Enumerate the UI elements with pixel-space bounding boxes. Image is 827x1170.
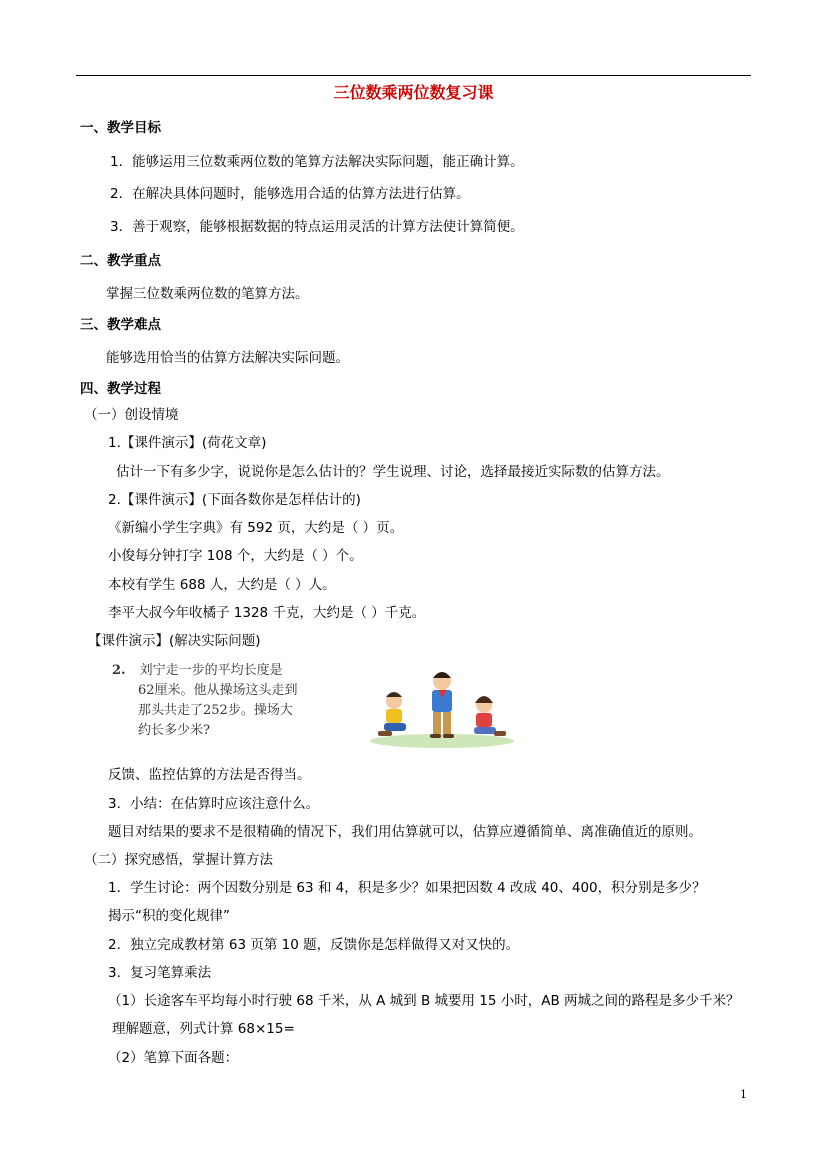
paragraph: 揭示“积的变化规律”	[108, 908, 230, 924]
difficulty-text: 能够选用恰当的估算方法解决实际问题。	[106, 350, 349, 366]
paragraph: （1）长途客车平均每小时行驶 68 千米，从 A 城到 B 城要用 15 小时，AB 两城之间的路程是多少千米？	[108, 993, 740, 1009]
paragraph: 小俊每分钟打字 108 个，大约是（ ）个。	[108, 548, 363, 564]
section-heading-process: 四、教学过程	[80, 381, 161, 397]
section-heading-goals: 一、教学目标	[80, 120, 161, 136]
paragraph: 理解题意，列式计算 68×15=	[112, 1021, 295, 1037]
paragraph: （2）笔算下面各题：	[108, 1050, 239, 1066]
textbook-problem-figure	[112, 661, 519, 749]
key-point-text: 掌握三位数乘两位数的笔算方法。	[106, 286, 309, 302]
paragraph: 【课件演示】(解决实际问题)	[88, 633, 261, 649]
children-illustration	[362, 661, 519, 749]
problem-line: 62厘米。他从操场这头走到	[138, 683, 298, 698]
problem-line: 约长多少米?	[138, 723, 210, 738]
problem-text	[112, 661, 362, 749]
paragraph: 本校有学生 688 人，大约是（ ）人。	[108, 577, 336, 593]
section-heading-key: 二、教学重点	[80, 253, 161, 269]
page-title: 三位数乘两位数复习课	[333, 83, 494, 102]
paragraph: 3．复习笔算乘法	[108, 965, 212, 981]
paragraph: 1．学生讨论：两个因数分别是 63 和 4，积是多少？如果把因数 4 改成 40、400，积分别是多少？	[108, 880, 706, 896]
paragraph: 反馈、监控估算的方法是否得当。	[108, 767, 311, 783]
paragraph: 《新编小学生字典》有 592 页，大约是（ ）页。	[108, 520, 404, 536]
goal-item-3: 3．善于观察，能够根据数据的特点运用灵活的计算方法使计算简便。	[110, 219, 524, 235]
paragraph: 估计一下有多少字，说说你是怎么估计的？学生说理、讨论，选择最接近实际数的估算方法。	[116, 464, 670, 480]
paragraph: 题目对结果的要求不是很精确的情况下，我们用估算就可以，估算应遵循简单、离准确值近的原则。	[108, 824, 702, 840]
problem-line: 刘宁走一步的平均长度是	[139, 663, 283, 678]
goal-item-1: 1．能够运用三位数乘两位数的笔算方法解决实际问题，能正确计算。	[110, 154, 524, 170]
goal-item-2: 2．在解决具体问题时，能够选用合适的估算方法进行估算。	[110, 186, 470, 202]
paragraph: 李平大叔今年收橘子 1328 千克，大约是（ ）千克。	[108, 605, 426, 621]
problem-number: 2.	[112, 663, 126, 678]
paragraph: 1.【课件演示】(荷花文章)	[108, 435, 267, 451]
header-rule	[76, 75, 751, 76]
paragraph: 3．小结：在估算时应该注意什么。	[108, 796, 320, 812]
page-number: 1	[740, 1088, 747, 1101]
subsection-heading-1: （一）创设情境	[84, 407, 179, 423]
paragraph: 2.【课件演示】(下面各数你是怎样估计的)	[108, 492, 361, 508]
paragraph: 2．独立完成教材第 63 页第 10 题，反馈你是怎样做得又对又快的。	[108, 937, 520, 953]
problem-line: 那头共走了252步。操场大	[138, 703, 293, 718]
section-heading-difficulty: 三、教学难点	[80, 317, 161, 333]
subsection-heading-2: （二）探究感悟，掌握计算方法	[84, 852, 273, 868]
